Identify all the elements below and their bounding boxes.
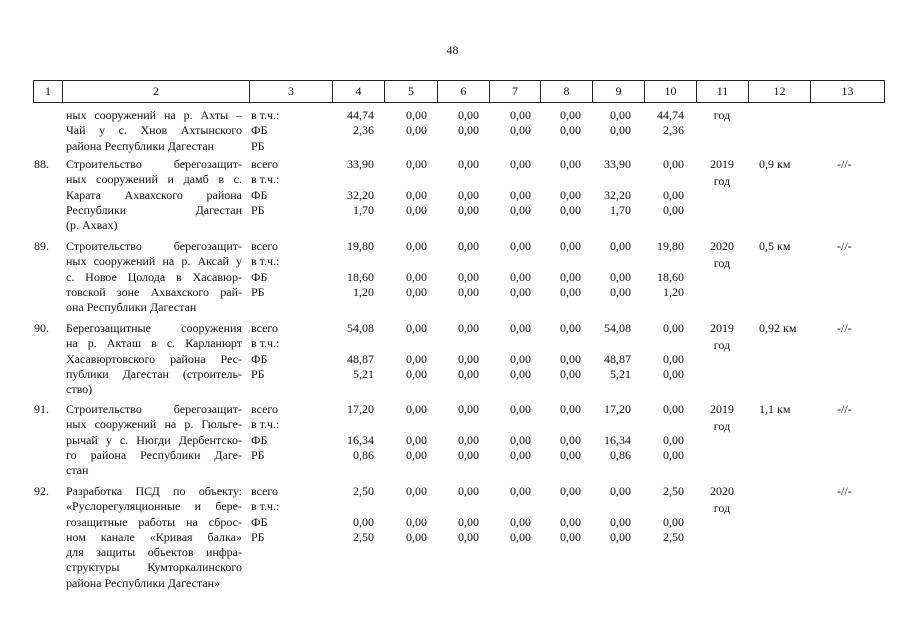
year-value: 2020 xyxy=(710,484,734,498)
value-col-4: 18,60 xyxy=(347,269,374,284)
value-col-10: 2,50 xyxy=(663,484,684,498)
funding-type: ФБ xyxy=(251,269,268,284)
value-col-4: 16,34 xyxy=(347,432,374,447)
description-line: Республики Дагестан xyxy=(66,202,242,217)
value-col-6: 0,00 xyxy=(458,351,479,366)
value-col-10: 0,00 xyxy=(663,187,684,202)
funding-type: ФБ xyxy=(251,514,268,529)
value-col-9: 16,34 xyxy=(604,432,631,447)
note-mark: -//- xyxy=(837,484,852,498)
value-col-5: 0,00 xyxy=(406,447,427,462)
value-col-7: 0,00 xyxy=(510,202,531,217)
value-col-4: 0,86 xyxy=(353,447,374,462)
description-line: Строительство берегозащит- xyxy=(66,239,242,253)
value-col-10: 1,20 xyxy=(663,284,684,299)
funding-type: в т.ч.: xyxy=(251,108,280,122)
value-col-5: 0,00 xyxy=(406,514,427,529)
value-col-4: 32,20 xyxy=(347,187,374,202)
funding-type: всего xyxy=(251,321,279,335)
description-line: с. Новое Цолода в Хасавюр- xyxy=(66,269,242,284)
value-col-5: 0,00 xyxy=(406,108,427,122)
value-col-10: 0,00 xyxy=(663,514,684,529)
object-description xyxy=(66,239,242,315)
funding-type: ФБ xyxy=(251,187,268,202)
funding-type: РБ xyxy=(251,447,265,462)
value-col-6: 0,00 xyxy=(458,269,479,284)
funding-type: ФБ xyxy=(251,351,268,366)
value-col-7: 0,00 xyxy=(510,366,531,381)
value-col-8: 0,00 xyxy=(560,484,581,498)
value-col-8: 0,00 xyxy=(560,402,581,416)
capacity-value: 1,1 км xyxy=(759,402,791,416)
value-col-5: 0,00 xyxy=(406,366,427,381)
header-cell-5: 5 xyxy=(384,81,437,102)
value-col-8: 0,00 xyxy=(560,351,581,366)
row-number: 90. xyxy=(34,321,49,335)
description-line: рычай у с. Нюгди Дербентско- xyxy=(66,432,242,447)
object-description xyxy=(66,484,242,591)
description-line: ных сооружений на р. Аксай у xyxy=(66,254,242,269)
value-col-8: 0,00 xyxy=(560,123,581,138)
year-label: год xyxy=(713,501,731,516)
value-col-6: 0,00 xyxy=(458,108,479,122)
value-col-4: 48,87 xyxy=(347,351,374,366)
header-cell-6: 6 xyxy=(437,81,489,102)
funding-type: в т.ч.: xyxy=(251,254,280,269)
value-col-6: 0,00 xyxy=(458,123,479,138)
description-line: Строительство берегозащит- xyxy=(66,157,242,171)
value-col-4: 2,36 xyxy=(353,123,374,138)
description-line: Разработка ПСД по объекту: xyxy=(66,484,242,498)
year-value: 2019 xyxy=(710,321,734,335)
funding-type: ФБ xyxy=(251,432,268,447)
description-line: ном канале «Кривая балка» xyxy=(66,529,242,544)
header-cell-7: 7 xyxy=(489,81,540,102)
funding-type: всего xyxy=(251,157,279,171)
value-col-6: 0,00 xyxy=(458,157,479,171)
value-col-5: 0,00 xyxy=(406,202,427,217)
object-description xyxy=(66,402,242,478)
value-col-6: 0,00 xyxy=(458,284,479,299)
row-number: 89. xyxy=(34,239,49,253)
description-line: района Республики Дагестан xyxy=(66,138,215,153)
description-line: «Руслорегуляционные и бере- xyxy=(66,499,242,514)
value-col-5: 0,00 xyxy=(406,157,427,171)
value-col-8: 0,00 xyxy=(560,108,581,122)
header-cell-4: 4 xyxy=(332,81,384,102)
value-col-5: 0,00 xyxy=(406,239,427,253)
header-cell-11: 11 xyxy=(696,81,748,102)
value-col-9: 5,21 xyxy=(610,366,631,381)
value-col-4: 1,70 xyxy=(353,202,374,217)
value-col-5: 0,00 xyxy=(406,402,427,416)
value-col-8: 0,00 xyxy=(560,432,581,447)
description-line: го района Республики Даге- xyxy=(66,447,242,462)
description-line: ных сооружений и дамб в с. xyxy=(66,172,242,187)
note-mark: -//- xyxy=(837,239,852,253)
value-col-7: 0,00 xyxy=(510,447,531,462)
header-cell-12: 12 xyxy=(748,81,810,102)
value-col-5: 0,00 xyxy=(406,351,427,366)
value-col-5: 0,00 xyxy=(406,321,427,335)
row-number: 92. xyxy=(34,484,49,498)
value-col-7: 0,00 xyxy=(510,157,531,171)
funding-type: в т.ч.: xyxy=(251,336,280,351)
value-col-6: 0,00 xyxy=(458,321,479,335)
value-col-10: 18,60 xyxy=(657,269,684,284)
value-col-4: 19,80 xyxy=(347,239,374,253)
object-description xyxy=(66,321,242,397)
value-col-7: 0,00 xyxy=(510,187,531,202)
value-col-8: 0,00 xyxy=(560,157,581,171)
value-col-7: 0,00 xyxy=(510,284,531,299)
value-col-6: 0,00 xyxy=(458,187,479,202)
year-label: год xyxy=(713,419,731,434)
value-col-8: 0,00 xyxy=(560,366,581,381)
header-cell-1: 1 xyxy=(33,81,62,102)
value-col-9: 0,00 xyxy=(610,284,631,299)
value-col-10: 0,00 xyxy=(663,157,684,171)
value-col-9: 0,00 xyxy=(610,123,631,138)
value-col-4: 0,00 xyxy=(353,514,374,529)
header-cell-8: 8 xyxy=(540,81,592,102)
description-line: ство) xyxy=(66,382,93,397)
value-col-9: 54,08 xyxy=(604,321,631,335)
description-line: гозащитные работы на сброс- xyxy=(66,514,242,529)
value-col-4: 2,50 xyxy=(353,529,374,544)
value-col-10: 19,80 xyxy=(657,239,684,253)
funding-type: РБ xyxy=(251,366,265,381)
value-col-9: 0,00 xyxy=(610,269,631,284)
value-col-10: 2,50 xyxy=(663,529,684,544)
description-line: Берегозащитные сооружения xyxy=(66,321,242,335)
year-value: 2020 xyxy=(710,239,734,253)
value-col-7: 0,00 xyxy=(510,108,531,122)
header-cell-9: 9 xyxy=(592,81,644,102)
funding-type: РБ xyxy=(251,529,265,544)
description-line: ных сооружений на р. Гюльге- xyxy=(66,417,242,432)
value-col-6: 0,00 xyxy=(458,484,479,498)
value-col-5: 0,00 xyxy=(406,284,427,299)
value-col-6: 0,00 xyxy=(458,432,479,447)
value-col-9: 33,90 xyxy=(604,157,631,171)
value-col-7: 0,00 xyxy=(510,351,531,366)
funding-type: РБ xyxy=(251,284,265,299)
value-col-5: 0,00 xyxy=(406,269,427,284)
description-line: для защиты объектов инфра- xyxy=(66,545,242,560)
value-col-7: 0,00 xyxy=(510,321,531,335)
value-col-10: 0,00 xyxy=(663,432,684,447)
value-col-4: 54,08 xyxy=(347,321,374,335)
value-col-6: 0,00 xyxy=(458,447,479,462)
year-label: год xyxy=(713,174,731,189)
capacity-value: 0,9 км xyxy=(759,157,791,171)
value-col-6: 0,00 xyxy=(458,529,479,544)
value-col-10: 0,00 xyxy=(663,402,684,416)
value-col-6: 0,00 xyxy=(458,202,479,217)
year-label: год xyxy=(713,338,731,353)
value-col-5: 0,00 xyxy=(406,484,427,498)
value-col-6: 0,00 xyxy=(458,366,479,381)
description-line: Чай у с. Хнов Ахтынского xyxy=(66,123,242,138)
value-col-9: 0,00 xyxy=(610,239,631,253)
value-col-7: 0,00 xyxy=(510,402,531,416)
value-col-8: 0,00 xyxy=(560,284,581,299)
description-line: на р. Акташ в с. Карланюрт xyxy=(66,336,242,351)
value-col-6: 0,00 xyxy=(458,402,479,416)
funding-type: РБ xyxy=(251,202,265,217)
value-col-5: 0,00 xyxy=(406,187,427,202)
value-col-9: 48,87 xyxy=(604,351,631,366)
description-line: района Республики Дагестан» xyxy=(66,575,221,590)
value-col-8: 0,00 xyxy=(560,529,581,544)
value-col-4: 44,74 xyxy=(347,108,374,122)
funding-type: в т.ч.: xyxy=(251,172,280,187)
value-col-7: 0,00 xyxy=(510,514,531,529)
funding-type: ФБ xyxy=(251,123,268,138)
year-value: 2019 xyxy=(710,157,734,171)
value-col-9: 32,20 xyxy=(604,187,631,202)
value-col-10: 0,00 xyxy=(663,447,684,462)
funding-type: всего xyxy=(251,402,279,416)
value-col-6: 0,00 xyxy=(458,514,479,529)
value-col-10: 0,00 xyxy=(663,366,684,381)
value-col-7: 0,00 xyxy=(510,432,531,447)
description-line: она Республики Дагестан xyxy=(66,300,197,315)
value-col-4: 17,20 xyxy=(347,402,374,416)
note-mark: -//- xyxy=(837,321,852,335)
funding-type: в т.ч.: xyxy=(251,417,280,432)
value-col-9: 0,00 xyxy=(610,529,631,544)
value-col-10: 0,00 xyxy=(663,202,684,217)
year-value: 2019 xyxy=(710,402,734,416)
description-line: структуры Кумторкалинского xyxy=(66,560,242,575)
header-cell-10: 10 xyxy=(644,81,696,102)
value-col-8: 0,00 xyxy=(560,447,581,462)
value-col-5: 0,00 xyxy=(406,529,427,544)
value-col-8: 0,00 xyxy=(560,321,581,335)
value-col-6: 0,00 xyxy=(458,239,479,253)
note-mark: -//- xyxy=(837,157,852,171)
value-col-8: 0,00 xyxy=(560,514,581,529)
value-col-8: 0,00 xyxy=(560,187,581,202)
description-line: ных сооружений на р. Ахты – xyxy=(66,108,242,122)
value-col-4: 5,21 xyxy=(353,366,374,381)
value-col-9: 1,70 xyxy=(610,202,631,217)
funding-type: всего xyxy=(251,239,279,253)
value-col-5: 0,00 xyxy=(406,123,427,138)
value-col-4: 33,90 xyxy=(347,157,374,171)
object-description xyxy=(66,108,242,154)
header-cell-2: 2 xyxy=(62,81,249,102)
value-col-5: 0,00 xyxy=(406,432,427,447)
value-col-8: 0,00 xyxy=(560,239,581,253)
value-col-8: 0,00 xyxy=(560,269,581,284)
value-col-10: 0,00 xyxy=(663,351,684,366)
description-line: стан xyxy=(66,463,89,478)
capacity-value: 0,5 км xyxy=(759,239,791,253)
value-col-7: 0,00 xyxy=(510,484,531,498)
description-line: публики Дагестан (строитель- xyxy=(66,366,242,381)
value-col-9: 0,00 xyxy=(610,108,631,122)
funding-type: РБ xyxy=(251,138,265,153)
value-col-10: 0,00 xyxy=(663,321,684,335)
year-label: год xyxy=(713,108,731,122)
value-col-9: 0,86 xyxy=(610,447,631,462)
value-col-7: 0,00 xyxy=(510,269,531,284)
page-number: 48 xyxy=(446,43,459,57)
description-line: Строительство берегозащит- xyxy=(66,402,242,416)
value-col-9: 17,20 xyxy=(604,402,631,416)
funding-type: в т.ч.: xyxy=(251,499,280,514)
year-label: год xyxy=(713,256,731,271)
value-col-8: 0,00 xyxy=(560,202,581,217)
header-cell-13: 13 xyxy=(810,81,885,102)
description-line: (р. Ахвах) xyxy=(66,218,118,233)
value-col-7: 0,00 xyxy=(510,529,531,544)
value-col-9: 0,00 xyxy=(610,484,631,498)
note-mark: -//- xyxy=(837,402,852,416)
description-line: Карата Ахвахского района xyxy=(66,187,242,202)
description-line: товской зоне Ахвахского рай- xyxy=(66,284,242,299)
value-col-9: 0,00 xyxy=(610,514,631,529)
row-number: 91. xyxy=(34,402,49,416)
funding-type: всего xyxy=(251,484,279,498)
header-cell-3: 3 xyxy=(249,81,332,102)
value-col-7: 0,00 xyxy=(510,239,531,253)
description-line: Хасавюртовского района Рес- xyxy=(66,351,242,366)
capacity-value: 0,92 км xyxy=(759,321,797,335)
value-col-4: 1,20 xyxy=(353,284,374,299)
row-number: 88. xyxy=(34,157,49,171)
value-col-4: 2,50 xyxy=(353,484,374,498)
value-col-10: 2,36 xyxy=(663,123,684,138)
value-col-10: 44,74 xyxy=(657,108,684,122)
object-description xyxy=(66,157,242,233)
value-col-7: 0,00 xyxy=(510,123,531,138)
